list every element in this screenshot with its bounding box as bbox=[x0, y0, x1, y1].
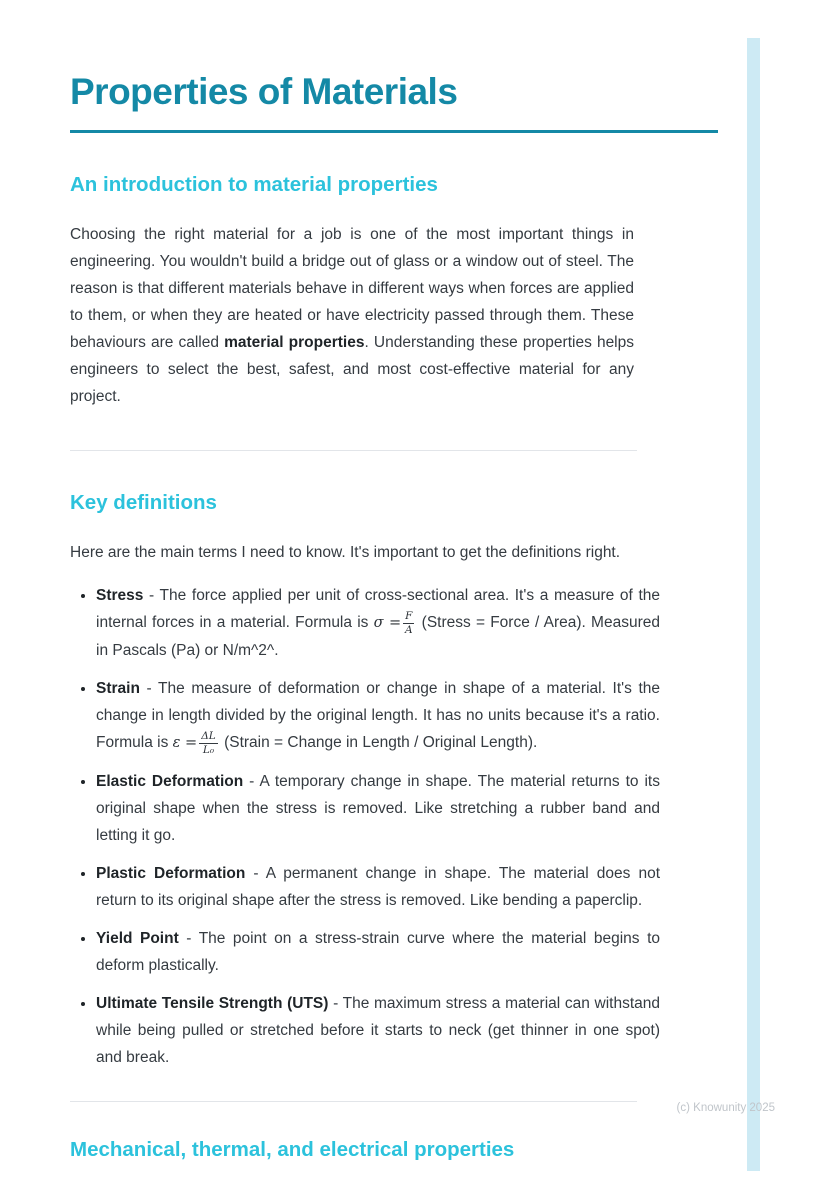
term-description: - The maximum stress a material can withstand while being pulled or stretched before it starts to neck (get thinner in one spot) and break. bbox=[96, 995, 660, 1067]
term-label: Elastic Deformation bbox=[96, 773, 244, 791]
term-description-after: (Stress = Force / Area). Measured in Pascals (Pa) or N/m^2^. bbox=[96, 614, 660, 660]
intro-text-after: . Understanding these properties helps engineers to select the best, safest, and most cost-effective material for any project. bbox=[70, 334, 634, 406]
list-item-plastic-deformation bbox=[96, 860, 660, 914]
term-description-after: (Strain = Change in Length / Original Length). bbox=[219, 734, 538, 752]
definitions-intro: Here are the main terms I need to know. It's important to get the definitions right. bbox=[70, 544, 621, 562]
fraction bbox=[199, 731, 218, 756]
term-description: - A temporary change in shape. The material returns to its original shape when the stress is removed. Like stretching a rubber band and letting it go. bbox=[96, 773, 660, 845]
section-divider bbox=[70, 450, 637, 451]
term-label: Ultimate Tensile Strength (UTS) bbox=[96, 995, 329, 1013]
section-heading-definitions: Key definitions bbox=[70, 491, 217, 515]
page-title: Properties of Materials bbox=[70, 71, 458, 112]
fraction bbox=[403, 611, 414, 636]
stress-formula bbox=[373, 609, 417, 637]
term-description: - The point on a stress-strain curve where the material begins to deform plastically. bbox=[96, 930, 660, 975]
term-label: Yield Point bbox=[96, 930, 179, 948]
list-item-stress bbox=[96, 582, 660, 664]
fraction-numerator: ΔL bbox=[201, 729, 216, 742]
fraction-denominator: A bbox=[405, 624, 413, 637]
definitions-list bbox=[70, 582, 660, 1071]
term-label: Strain bbox=[96, 680, 140, 698]
section-divider-bottom bbox=[70, 1101, 637, 1102]
list-item-strain bbox=[96, 675, 660, 757]
formula-lhs: σ = bbox=[373, 615, 402, 632]
list-item-yield-point bbox=[96, 925, 660, 979]
fraction-denominator: L₀ bbox=[202, 744, 215, 757]
title-rule bbox=[70, 130, 718, 133]
strain-formula bbox=[172, 729, 220, 757]
term-description: - The measure of deformation or change in shape of a material. It's the change in length divided by the original length. It has no units because it's a ratio. Formula is bbox=[96, 680, 660, 752]
term-label: Stress bbox=[96, 587, 144, 605]
term-description: - A permanent change in shape. The material does not return to its original shape after the stress is removed. Like bending a paperclip. bbox=[96, 865, 661, 910]
intro-bold-phrase: material properties bbox=[224, 334, 365, 352]
term-description: - The force applied per unit of cross-sectional area. It's a measure of the internal forces in a material. Formula is bbox=[96, 587, 660, 632]
document-content bbox=[70, 70, 718, 1186]
fraction-numerator: F bbox=[405, 609, 413, 622]
list-item-elastic-deformation bbox=[96, 768, 660, 849]
section-heading-intro: An introduction to material properties bbox=[70, 173, 438, 197]
accent-bar bbox=[747, 38, 760, 1171]
term-label: Plastic Deformation bbox=[96, 865, 246, 883]
formula-lhs: ε = bbox=[172, 735, 198, 752]
list-item-uts bbox=[96, 990, 660, 1071]
intro-text-before: Choosing the right material for a job is one of the most important things in engineering. You wouldn't build a bridge out of glass or a window out of steel. The reason is that different materials behave in different ways when forces are applied to them, or when they are heated or have electricity passed through them. These behaviours are called bbox=[70, 226, 634, 352]
section-heading-properties: Mechanical, thermal, and electrical properties bbox=[70, 1138, 515, 1162]
watermark: (c) Knowunity 2025 bbox=[676, 1102, 775, 1114]
intro-paragraph bbox=[70, 221, 634, 410]
